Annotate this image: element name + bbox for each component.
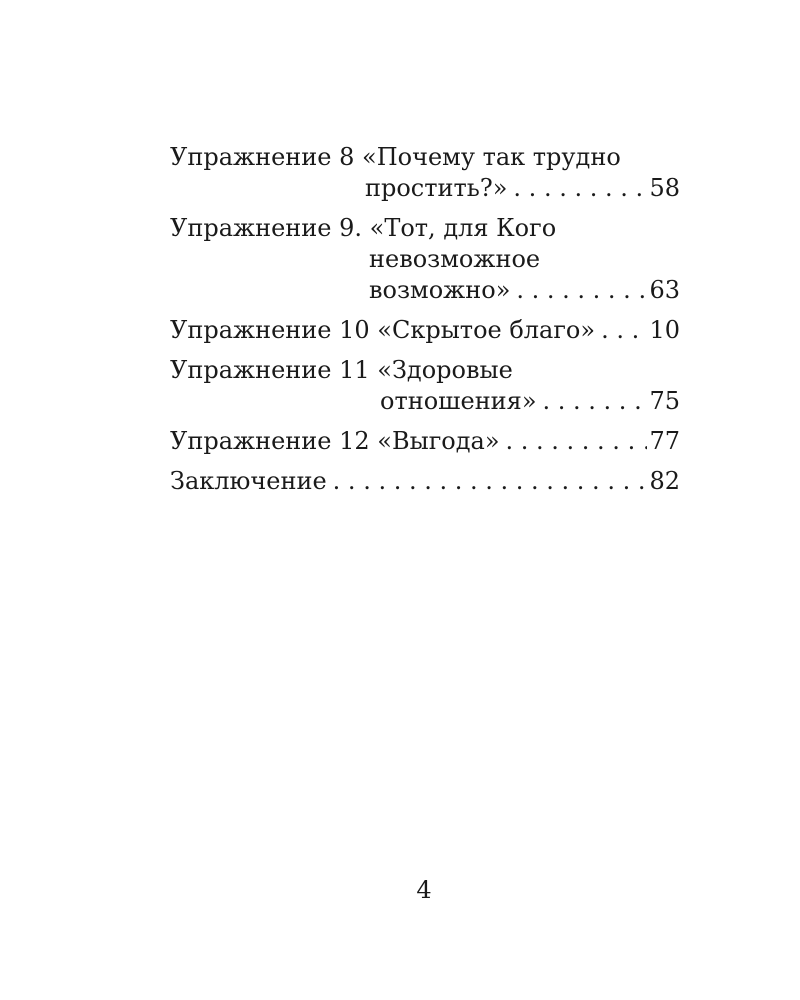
table-of-contents <box>170 142 680 506</box>
toc-entry-title: Упражнение 9. «Тот, для Кого <box>170 214 557 242</box>
toc-entry-title: Упражнение 11 «Здоровые <box>170 356 513 384</box>
toc-entry-last-line <box>170 315 680 346</box>
toc-entry-last-line <box>170 275 680 306</box>
toc-entry-title-continuation: простить?» <box>365 174 508 202</box>
dot-leader <box>513 173 647 204</box>
toc-entry[interactable] <box>170 315 680 346</box>
toc-entry-page: 75 <box>649 387 680 415</box>
toc-entry[interactable] <box>170 213 680 306</box>
toc-entry-page: 77 <box>649 427 680 455</box>
toc-entry[interactable] <box>170 355 680 417</box>
toc-entry-title: Упражнение 12 «Выгода» <box>170 427 500 455</box>
toc-entry-last-line <box>170 173 680 204</box>
toc-entry[interactable] <box>170 466 680 497</box>
toc-entry-title: Заключение <box>170 467 327 495</box>
toc-entry-title-continuation: возможно» <box>369 276 511 304</box>
toc-entry-page: 10 <box>649 316 680 344</box>
page-number: 4 <box>416 876 432 904</box>
dot-leader <box>601 315 647 346</box>
toc-entry-title-continuation: невозможное <box>369 245 541 273</box>
toc-entry-page: 63 <box>649 276 680 304</box>
toc-entry-page: 58 <box>649 174 680 202</box>
toc-entry-title-continuation: отношения» <box>380 387 537 415</box>
dot-leader <box>506 426 648 457</box>
toc-entry-last-line <box>170 466 680 497</box>
dot-leader <box>333 466 648 497</box>
dot-leader <box>543 386 648 417</box>
toc-entry-last-line <box>170 426 680 457</box>
toc-entry-title: Упражнение 10 «Скрытое благо» <box>170 316 596 344</box>
toc-entry-title: Упражнение 8 «Почему так трудно <box>170 143 621 171</box>
toc-entry-last-line <box>170 386 680 417</box>
toc-entry[interactable] <box>170 426 680 457</box>
dot-leader <box>516 275 647 306</box>
toc-entry-page: 82 <box>649 467 680 495</box>
toc-entry[interactable] <box>170 142 680 204</box>
